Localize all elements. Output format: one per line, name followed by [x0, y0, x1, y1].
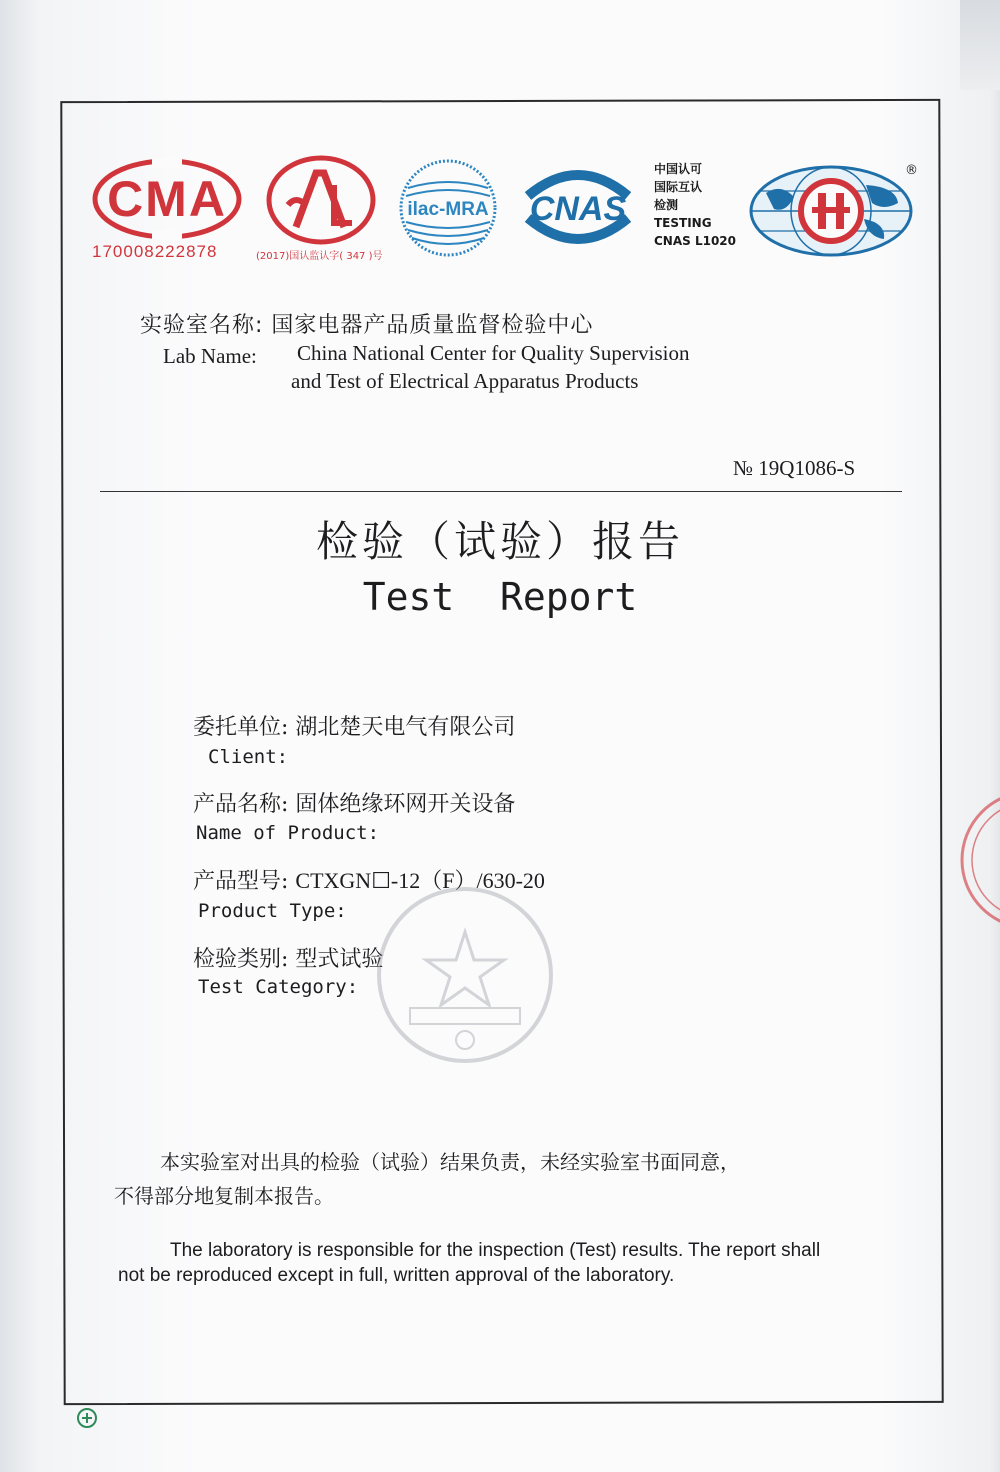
cma-logo — [92, 158, 242, 240]
ilac-mra-logo — [398, 158, 498, 258]
lab-name-en-label: Lab Name: — [163, 344, 257, 368]
field-product-name-en: Name of Product: — [196, 822, 380, 844]
cal-logo — [266, 155, 376, 245]
field-test-category-cn: 检验类别: 型式试验 — [193, 947, 384, 972]
notice-en-line2: not be reproduced except in full, written approval of the laboratory. — [118, 1265, 675, 1286]
corner-mark-icon — [76, 1407, 98, 1433]
notice-en-line1: The laboratory is responsible for the inspection (Test) results. The report shall — [170, 1240, 821, 1261]
field-test-category-en: Test Category: — [198, 976, 359, 998]
field-product-type-en: Product Type: — [198, 900, 347, 922]
lab-name-en-line2: and Test of Electrical Apparatus Products — [291, 369, 639, 393]
svg-text:CMA: CMA — [107, 171, 227, 227]
official-seal-stamp — [370, 880, 560, 1074]
lab-name-en-line1: China National Center for Quality Supervision — [297, 341, 690, 365]
lab-name-cn: 实验室名称: 国家电器产品质量监督检验中心 — [140, 313, 594, 338]
cnas-caption: 中国认可 国际互认 检测 TESTING CNAS L1020 — [654, 162, 737, 248]
notice-cn-line2: 不得部分地复制本报告。 — [114, 1184, 334, 1208]
report-number: № 19Q1086-S — [733, 456, 856, 480]
red-seal-stamp — [955, 785, 1000, 939]
notice-cn-line1: 本实验室对出具的检验（试验）结果负责，未经实验室书面同意， — [160, 1150, 740, 1174]
cal-number: (2017)国认监认字( 347 )号 — [256, 251, 383, 262]
field-product-type-cn: 产品型号: CTXGN☐-12（F）/630-20 — [193, 868, 545, 894]
globe-seal-logo — [746, 163, 916, 258]
field-client-cn: 委托单位: 湖北楚天电气有限公司 — [193, 715, 516, 740]
field-product-name-cn: 产品名称: 固体绝缘环网开关设备 — [193, 792, 516, 817]
report-title-en: Test Report — [362, 575, 638, 619]
field-client-en: Client: — [208, 746, 289, 768]
report-title-cn: 检验（试验）报告 — [315, 517, 684, 566]
cma-number: 170008222878 — [92, 242, 218, 261]
registered-mark: ® — [905, 163, 918, 178]
svg-text:ilac-MRA: ilac-MRA — [407, 199, 489, 220]
page-fold — [960, 0, 1000, 90]
document-border — [60, 99, 943, 1405]
cnas-logo — [518, 162, 638, 252]
svg-text:CNAS: CNAS — [529, 190, 627, 228]
header-divider — [100, 491, 902, 492]
